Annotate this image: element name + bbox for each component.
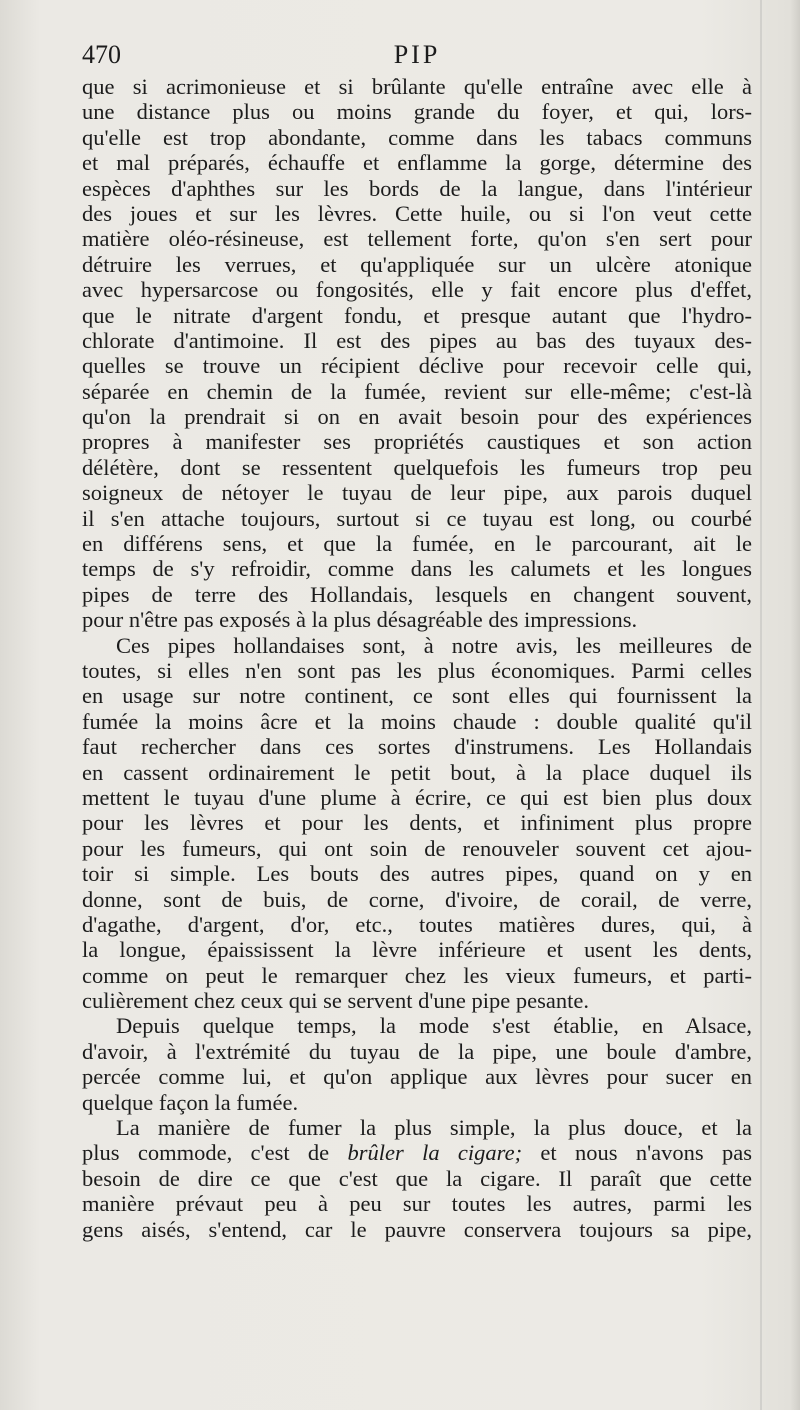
text-line: manière prévaut peu à peu sur toutes les autres, parmi les [82, 1191, 752, 1217]
text-line: culièrement chez ceux qui se servent d'une pipe pesante. [82, 988, 589, 1014]
text-line: qu'elle est trop abondante, comme dans les tabacs communs [82, 124, 752, 150]
text-line: une distance plus ou moins grande du foyer, et qui, lors- [82, 99, 752, 125]
text-line: détruire les verrues, et qu'appliquée sur un ulcère atonique [82, 251, 752, 277]
text-line: en cassent ordinairement le petit bout, à la place duquel ils [82, 759, 752, 785]
text-line: propres à manifester ses propriétés caustiques et son action [82, 429, 752, 455]
text-line: faut rechercher dans ces sortes d'instrumens. Les Hollandais [82, 734, 752, 760]
text-line: avec hypersarcose ou fongosités, elle y fait encore plus d'effet, [82, 277, 752, 303]
text-line: pour n'être pas exposés à la plus désagréable des impressions. [82, 607, 638, 633]
text-line: comme on peut le remarquer chez les vieux fumeurs, et parti- [82, 962, 752, 988]
text-line: fumée la moins âcre et la moins chaude : double qualité qu'il [82, 708, 752, 734]
text-line: pour les lèvres et pour les dents, et infiniment plus propre [82, 810, 752, 836]
text-line: séparée en chemin de la fumée, revient sur elle-même; c'est-là [82, 378, 752, 404]
text-line: espèces d'aphthes sur les bords de la langue, dans l'intérieur [82, 175, 752, 201]
text-line: percée comme lui, et qu'on applique aux lèvres pour sucer en [82, 1064, 752, 1090]
text-line: soigneux de nétoyer le tuyau de leur pipe, aux parois duquel [82, 480, 752, 506]
text-line: d'agathe, d'argent, d'or, etc., toutes matières dures, qui, à [82, 911, 752, 937]
text-line: plus commode, c'est de brûler la cigare; et nous n'avons pas [82, 1140, 752, 1166]
text-line: donne, sont de buis, de corne, d'ivoire, de corail, de verre, [82, 886, 752, 912]
page-number: 470 [82, 40, 121, 69]
text-line: Ces pipes hollandaises sont, à notre avis, les meilleures de [116, 632, 752, 658]
text-line: en usage sur notre continent, ce sont elles qui fournissent la [82, 683, 752, 709]
text-line: et mal préparés, échauffe et enflamme la gorge, détermine des [82, 150, 752, 176]
text-line: que le nitrate d'argent fondu, et presque autant que l'hydro- [82, 302, 752, 328]
text-line: pipes de terre des Hollandais, lesquels en changent souvent, [82, 581, 752, 607]
text-line: la longue, épaississent la lèvre inférieure et usent les dents, [82, 937, 752, 963]
body-text [82, 74, 752, 1242]
text-line: quelque façon la fumée. [82, 1089, 299, 1115]
page-header [82, 40, 752, 76]
text-line: toutes, si elles n'en sont pas les plus économiques. Parmi celles [82, 657, 752, 683]
text-line: gens aisés, s'entend, car le pauvre conservera toujours sa pipe, [82, 1216, 752, 1242]
text-line: quelles se trouve un récipient déclive pour recevoir celle qui, [82, 353, 752, 379]
text-line: délétère, dont se ressentent quelquefois les fumeurs trop peu [82, 454, 752, 480]
page-fold-shadow [760, 0, 762, 1410]
text-line: temps de s'y refroidir, comme dans les calumets et les longues [82, 556, 752, 582]
text-line: matière oléo-résineuse, est tellement forte, qu'on s'en sert pour [82, 226, 752, 252]
text-line: La manière de fumer la plus simple, la plus douce, et la [116, 1115, 752, 1141]
text-line: des joues et sur les lèvres. Cette huile, ou si l'on veut cette [82, 200, 752, 226]
text-line: pour les fumeurs, qui ont soin de renouveler souvent cet ajou- [82, 835, 752, 861]
text-line: il s'en attache toujours, surtout si ce tuyau est long, ou courbé [82, 505, 752, 531]
text-line: toir si simple. Les bouts des autres pipes, quand on y en [82, 861, 752, 887]
text-line: chlorate d'antimoine. Il est des pipes au bas des tuyaux des- [82, 327, 752, 353]
text-line: Depuis quelque temps, la mode s'est établie, en Alsace, [116, 1013, 752, 1039]
text-line: que si acrimonieuse et si brûlante qu'elle entraîne avec elle à [82, 74, 752, 99]
text-line: qu'on la prendrait si on en avait besoin pour des expériences [82, 404, 752, 430]
italic-phrase: brûler la cigare; [347, 1140, 523, 1166]
text-line: mettent le tuyau d'une plume à écrire, ce qui est bien plus doux [82, 784, 752, 810]
text-line: besoin de dire ce que c'est que la cigare. Il paraît que cette [82, 1165, 752, 1191]
text-line: en différens sens, et que la fumée, en le parcourant, ait le [82, 531, 752, 557]
running-head: PIP [393, 40, 441, 69]
text-line: d'avoir, à l'extrémité du tuyau de la pipe, une boule d'ambre, [82, 1038, 752, 1064]
